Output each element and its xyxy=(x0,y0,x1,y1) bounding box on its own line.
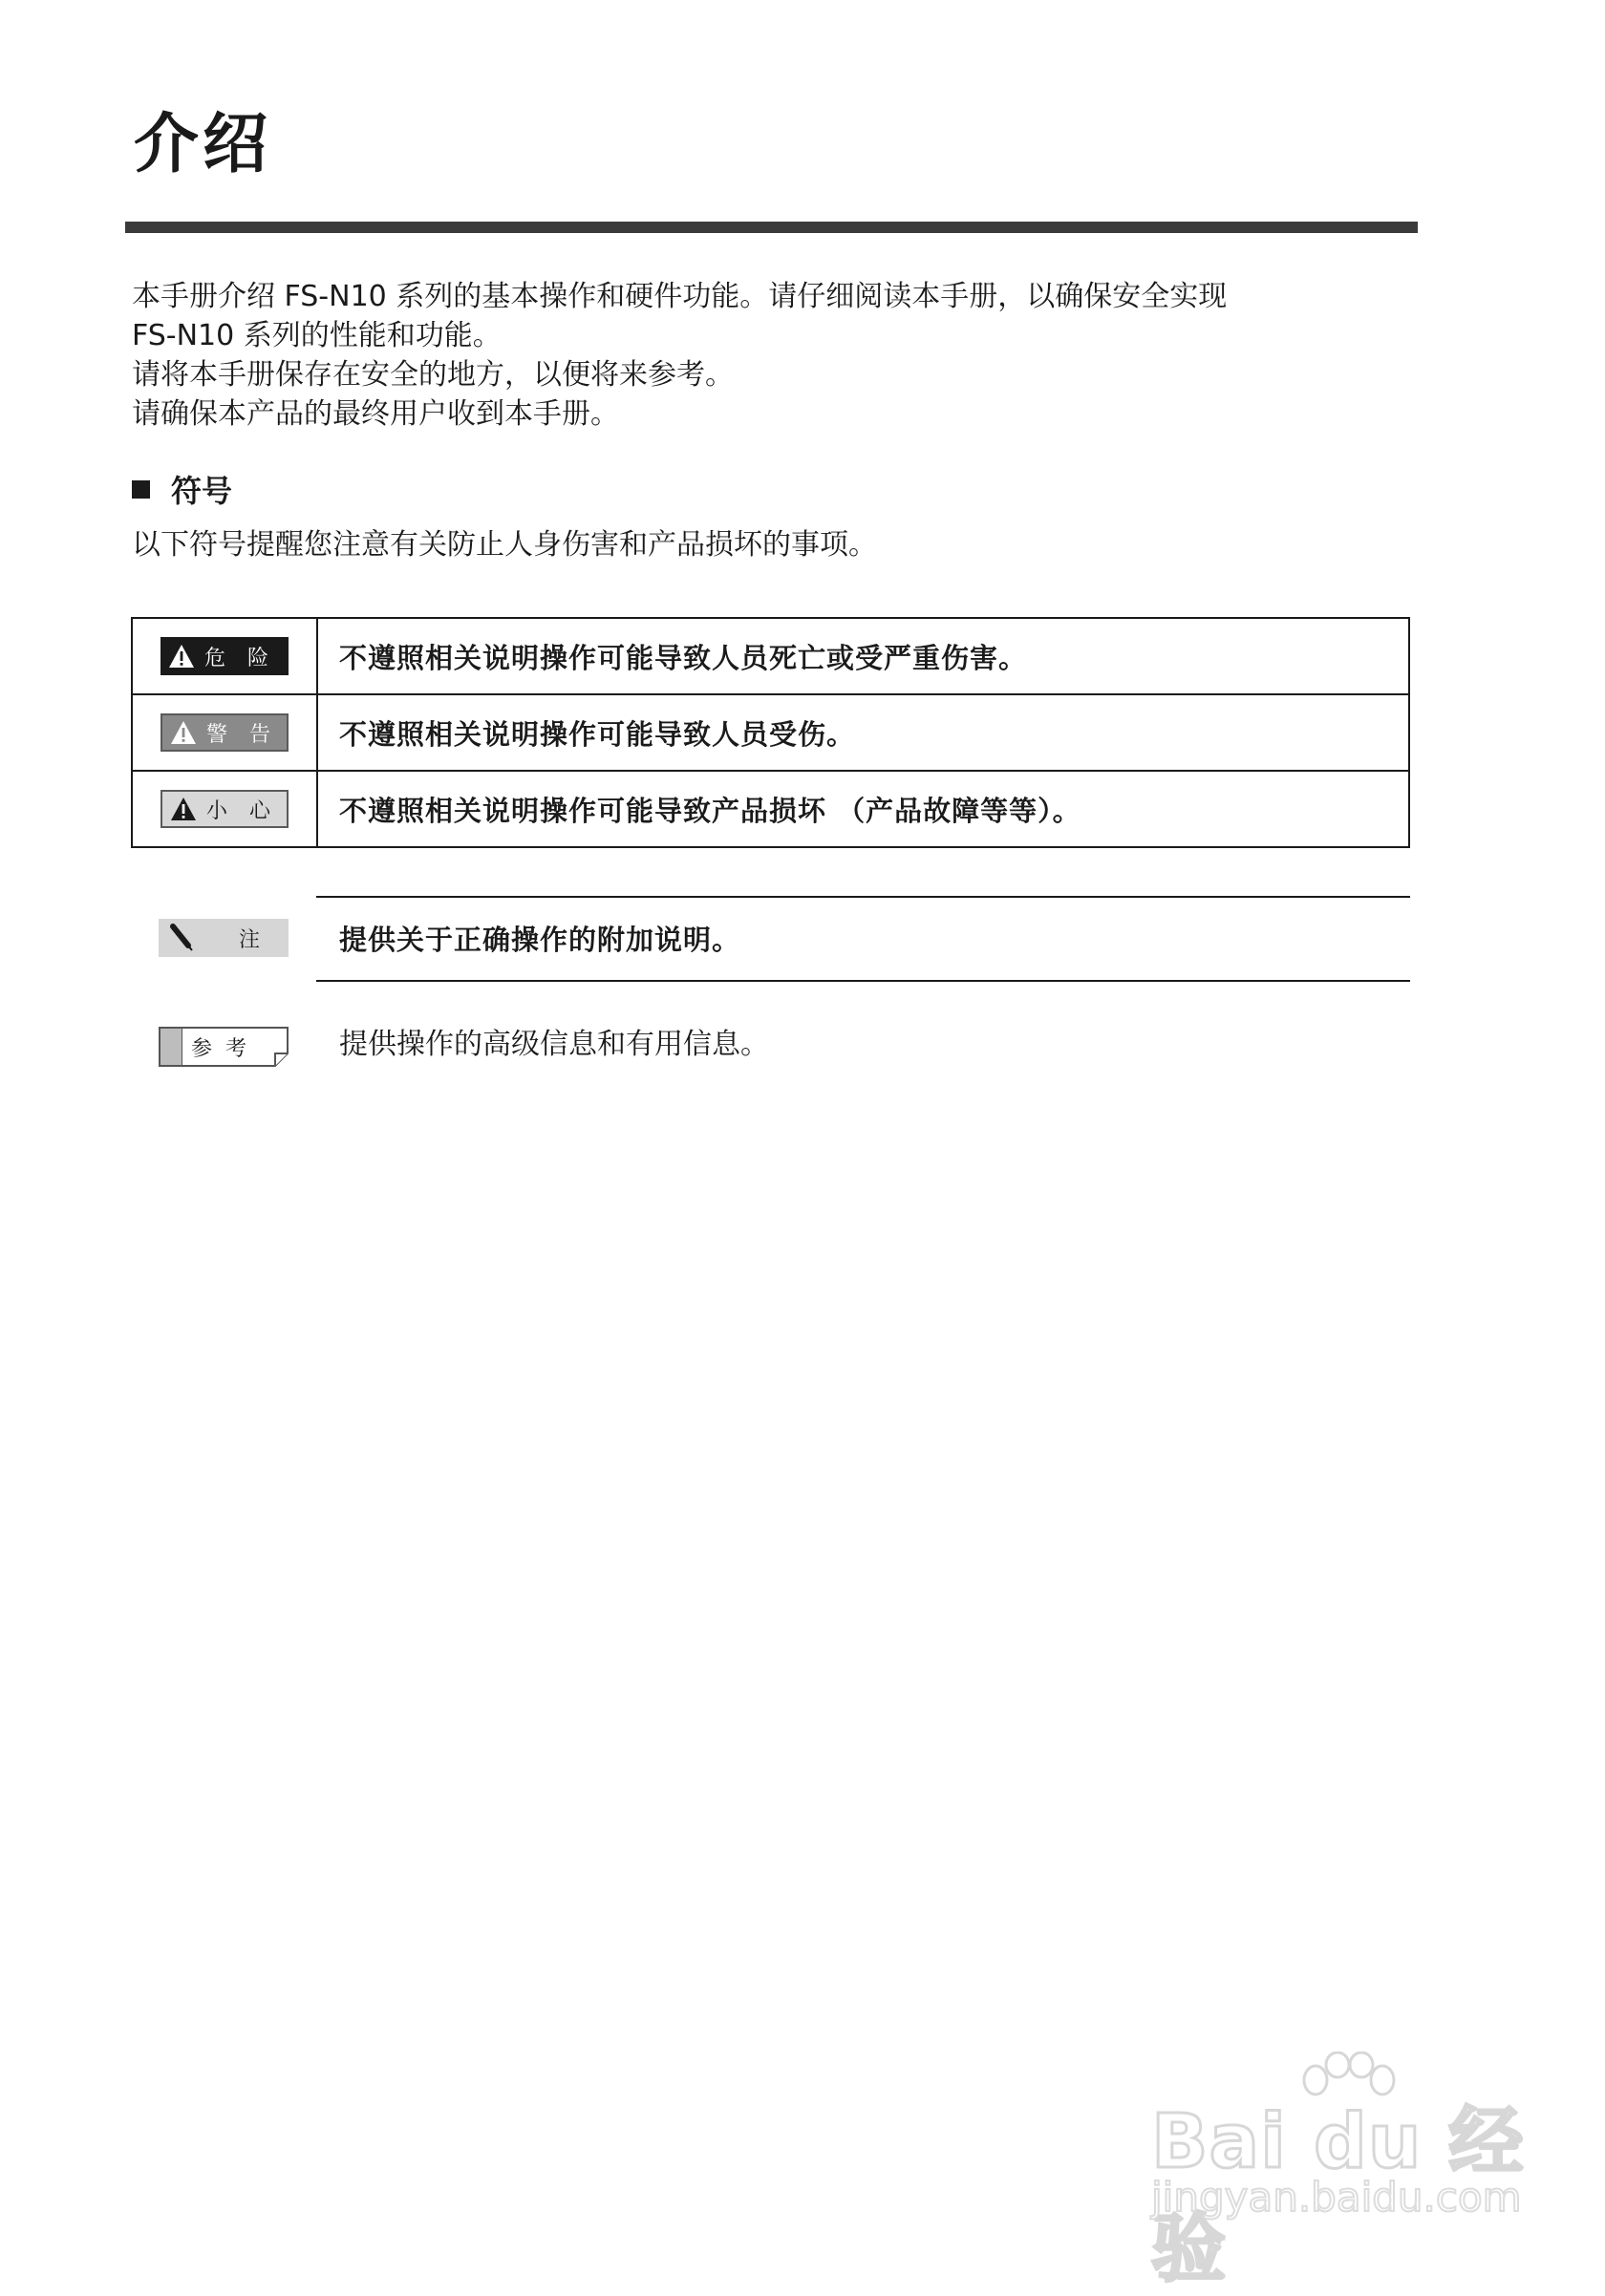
note-text: 提供关于正确操作的附加说明。 xyxy=(339,924,741,956)
page-title: 介绍 xyxy=(134,107,272,182)
caution-badge xyxy=(160,790,289,828)
note-block xyxy=(316,896,1410,982)
title-rule xyxy=(125,222,1418,233)
section-heading-text: 符号 xyxy=(171,473,233,509)
reference-text: 提供操作的高级信息和有用信息。 xyxy=(339,1028,769,1061)
reference-badge xyxy=(159,1027,289,1067)
intro-line: FS-N10 系列的性能和功能。 xyxy=(132,319,502,352)
note-badge xyxy=(159,919,289,957)
warning-triangle-icon xyxy=(168,644,195,669)
badge-cell xyxy=(132,694,317,771)
watermark-logo-text: Bai du 经验 xyxy=(1151,2099,1525,2292)
intro-line: 请确保本产品的最终用户收到本手册。 xyxy=(132,397,619,431)
baidu-watermark xyxy=(1151,2052,1533,2292)
intro-line: 请将本手册保存在安全的地方，以便将来参考。 xyxy=(132,358,734,392)
section-description: 以下符号提醒您注意有关防止人身伤害和产品损坏的事项。 xyxy=(132,528,877,562)
pen-icon xyxy=(170,924,195,952)
intro-paragraph xyxy=(132,277,1374,434)
table-row xyxy=(132,771,1409,847)
badge-label: 警 告 xyxy=(206,722,278,747)
warning-triangle-icon xyxy=(170,720,197,745)
badge-cell xyxy=(132,618,317,694)
badge-label: 小 心 xyxy=(206,798,278,823)
watermark-url: jingyan.baidu.com xyxy=(1151,2174,1522,2221)
square-bullet-icon xyxy=(132,480,150,499)
table-row xyxy=(132,694,1409,771)
warning-badge xyxy=(160,713,289,752)
danger-badge xyxy=(160,637,289,675)
symbols-table xyxy=(131,617,1410,848)
table-row xyxy=(132,618,1409,694)
symbol-description: 不遵照相关说明操作可能导致人员受伤。 xyxy=(317,694,1409,771)
badge-cell xyxy=(132,771,317,847)
badge-label: 危 险 xyxy=(204,646,276,670)
reference-badge-label: 参考 xyxy=(191,1037,261,1061)
symbol-description: 不遵照相关说明操作可能导致人员死亡或受严重伤害。 xyxy=(317,618,1409,694)
section-heading xyxy=(132,472,232,510)
symbol-description: 不遵照相关说明操作可能导致产品损坏 （产品故障等等）。 xyxy=(317,771,1409,847)
warning-triangle-icon xyxy=(170,797,197,821)
note-badge-label: 注 xyxy=(239,927,261,952)
intro-line: 本手册介绍 FS-N10 系列的基本操作和硬件功能。请仔细阅读本手册，以确保安全实现 xyxy=(132,280,1228,313)
